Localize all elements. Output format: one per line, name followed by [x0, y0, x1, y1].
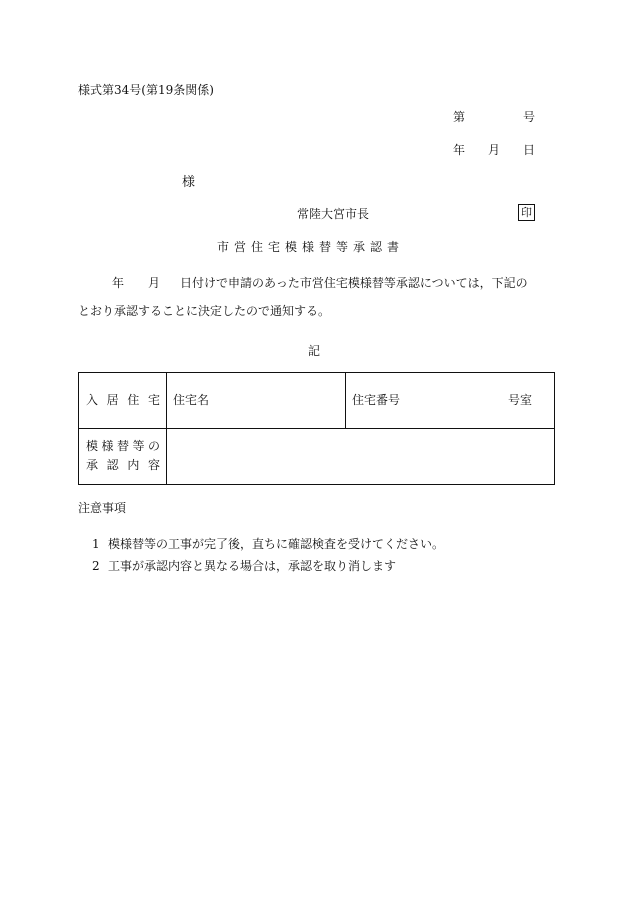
table-horizontal-divider — [79, 428, 554, 429]
body-month-label: 月 — [148, 276, 161, 290]
date-year-label: 年 — [453, 143, 466, 157]
modification-content-label: 模 様 替 等 の 承 認 内 容 — [86, 439, 160, 472]
body-paragraph-line-1 — [78, 276, 548, 291]
document-title: 市営住宅模様替等承認書 — [217, 240, 405, 254]
body-line1-text: 日付けで申請のあった市営住宅模様替等承認については，下記の — [180, 276, 528, 290]
issuer-name: 常陸大宮市長 — [297, 207, 370, 221]
document-number-suffix: 号 — [523, 110, 536, 124]
housing-name-label: 住宅名 — [173, 393, 210, 407]
note-number: 1 — [92, 537, 100, 551]
document-number-prefix: 第 — [453, 110, 466, 124]
note-number: 2 — [92, 559, 100, 573]
note-item: 工事が承認内容と異なる場合は，承認を取り消します — [108, 559, 397, 573]
approval-info-table — [78, 372, 555, 485]
date-day-label: 日 — [523, 143, 536, 157]
note-item: 模様替等の工事が完了後，直ちに確認検査を受けてください。 — [108, 537, 445, 551]
table-vertical-divider-2 — [345, 373, 346, 428]
notes-heading: 注意事項 — [78, 501, 127, 515]
body-year-label: 年 — [112, 276, 125, 290]
addressee-suffix: 様 — [182, 175, 196, 190]
body-paragraph-line-2: とおり承認することに決定したので通知する。 — [78, 304, 331, 318]
resident-housing-label: 入 居 住 宅 — [86, 393, 160, 407]
room-number-suffix: 号室 — [508, 393, 533, 407]
date-month-label: 月 — [488, 143, 501, 157]
form-number: 様式第34号(第19条関係) — [78, 83, 214, 97]
ki-heading: 記 — [308, 344, 321, 358]
seal-mark: 印 — [518, 204, 535, 221]
housing-number-label: 住宅番号 — [352, 393, 401, 407]
